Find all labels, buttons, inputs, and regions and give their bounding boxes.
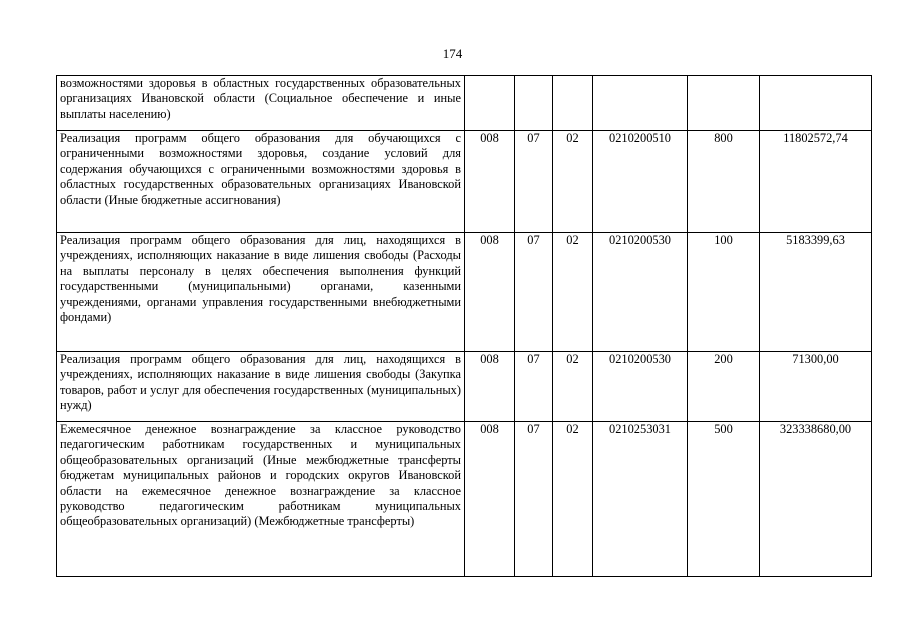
section-code-cell: 07 (515, 233, 553, 352)
amount-cell: 71300,00 (760, 352, 872, 422)
ministry-code-cell (465, 76, 515, 131)
target-article-cell: 0210200510 (593, 131, 688, 233)
subsection-code-cell (553, 76, 593, 131)
section-code-cell: 07 (515, 131, 553, 233)
expense-type-cell: 500 (688, 422, 760, 577)
subsection-code-cell: 02 (553, 352, 593, 422)
section-code-cell (515, 76, 553, 131)
expense-type-cell: 800 (688, 131, 760, 233)
target-article-cell: 0210253031 (593, 422, 688, 577)
subsection-code-cell: 02 (553, 422, 593, 577)
description-cell: возможностями здоровья в областных государственных образовательных организациях Ивановской области (Социальное обеспечение и иные выплаты населению) (57, 76, 465, 131)
subsection-code-cell: 02 (553, 233, 593, 352)
page-number: 174 (442, 46, 463, 61)
table-row (57, 352, 872, 422)
budget-table (56, 75, 872, 577)
target-article-cell: 0210200530 (593, 233, 688, 352)
description-cell: Реализация программ общего образования для лиц, находящихся в учреждениях, исполняющих наказание в виде лишения свободы (Закупка товаров, работ и услуг для обеспечения государственных (муниципальных) нужд) (57, 352, 465, 422)
table-row (57, 422, 872, 577)
table-row (57, 131, 872, 233)
ministry-code-cell: 008 (465, 131, 515, 233)
target-article-cell: 0210200530 (593, 352, 688, 422)
amount-cell (760, 76, 872, 131)
expense-type-cell: 200 (688, 352, 760, 422)
description-cell: Реализация программ общего образования для обучающихся с ограниченными возможностями здоровья, создание условий для содержания обучающихся с ограниченными возможностями здоровья в областных государственных образовательных организациях Ивановской области (Иные бюджетные ассигнования) (57, 131, 465, 233)
amount-cell: 11802572,74 (760, 131, 872, 233)
expense-type-cell (688, 76, 760, 131)
description-cell: Ежемесячное денежное вознаграждение за классное руководство педагогическим работникам государственных и муниципальных общеобразовательных организаций (Иные межбюджетные трансферты бюджетам муниципальных районов и городских округов Ивановской области на ежемесячное денежное вознаграждение за классное руководство педагогическим работникам муниципальных общеобразовательных организаций) (Межбюджетные трансферты) (57, 422, 465, 577)
amount-cell: 323338680,00 (760, 422, 872, 577)
section-code-cell: 07 (515, 422, 553, 577)
section-code-cell: 07 (515, 352, 553, 422)
ministry-code-cell: 008 (465, 233, 515, 352)
table-row (57, 76, 872, 131)
target-article-cell (593, 76, 688, 131)
table-row (57, 233, 872, 352)
description-cell: Реализация программ общего образования для лиц, находящихся в учреждениях, исполняющих наказание в виде лишения свободы (Расходы на выплаты персоналу в целях обеспечения выполнения функций государственными (муниципальными) органами, казенными учреждениями, органами управления государственными внебюджетными фондами) (57, 233, 465, 352)
ministry-code-cell: 008 (465, 422, 515, 577)
expense-type-cell: 100 (688, 233, 760, 352)
amount-cell: 5183399,63 (760, 233, 872, 352)
ministry-code-cell: 008 (465, 352, 515, 422)
subsection-code-cell: 02 (553, 131, 593, 233)
